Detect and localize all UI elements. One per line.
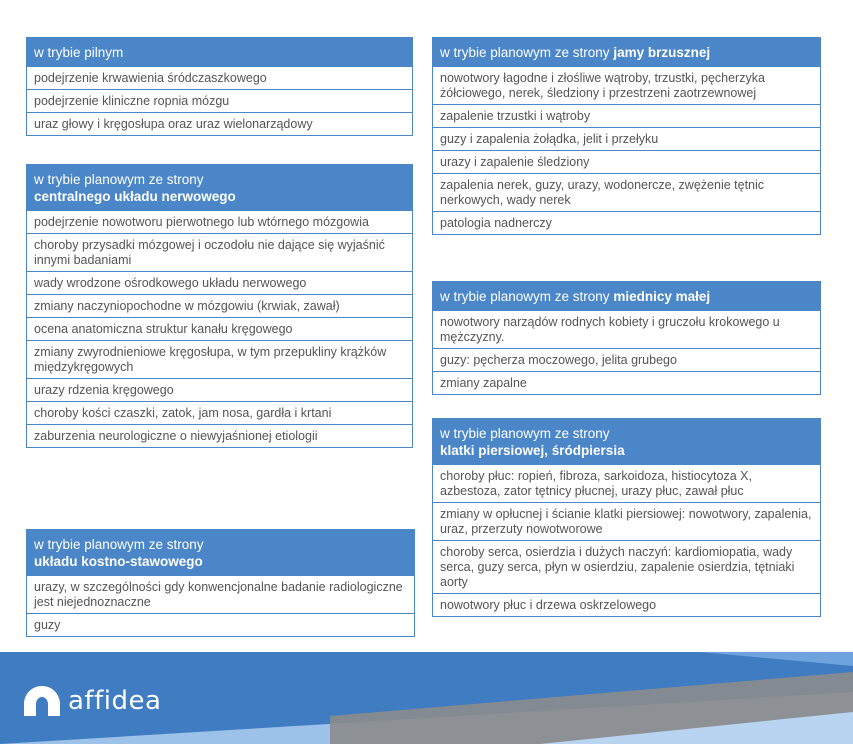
- list-item: choroby kości czaszki, zatok, jam nosa, gardła i krtani: [27, 401, 412, 424]
- list-item: urazy, w szczególności gdy konwencjonalne badanie radiologiczne jest niejednoznaczne: [34, 580, 403, 609]
- card-title: w trybie planowym ze strony: [34, 172, 204, 187]
- list-item: podejrzenie nowotworu pierwotnego lub wtórnego mózgowia: [34, 215, 369, 229]
- card-title: w trybie planowym ze strony: [440, 45, 614, 60]
- card-abdomen: [432, 37, 821, 235]
- card-header: [27, 38, 412, 67]
- card-rows: [433, 67, 820, 234]
- card-header: [433, 38, 820, 67]
- list-item: patologia nadnerczy: [433, 211, 820, 234]
- list-item: choroby przysadki mózgowej i oczodołu nie dające się wyjaśnić innymi badaniami: [27, 233, 412, 271]
- card-title: w trybie planowym ze strony: [440, 289, 614, 304]
- card-header: [433, 419, 820, 465]
- list-item: zmiany zapalne: [433, 371, 820, 394]
- card-bones: [26, 529, 415, 637]
- list-item: guzy: [27, 613, 414, 636]
- list-item: guzy: pęcherza moczowego, jelita grubego: [433, 348, 820, 371]
- card-header: [27, 165, 412, 211]
- card-chest: [432, 418, 821, 617]
- list-item: zmiany w opłucnej i ścianie klatki piersiowej: nowotwory, zapalenia, uraz, przerzuty nowotworowe: [433, 502, 820, 540]
- list-item: guzy i zapalenia żołądka, jelit i przełyku: [433, 127, 820, 150]
- affidea-logo-icon: [22, 684, 62, 718]
- card-title: w trybie planowym ze strony: [440, 426, 610, 441]
- list-item: podejrzenie krwawienia śródczaszkowego: [34, 71, 267, 85]
- card-title-bold: układu kostno-stawowego: [34, 554, 203, 569]
- card-title-bold: klatki piersiowej, śródpiersia: [440, 443, 625, 458]
- card-rows: [27, 211, 412, 447]
- list-item: zapalenie trzustki i wątroby: [433, 104, 820, 127]
- list-item: ocena anatomiczna struktur kanału kręgowego: [27, 317, 412, 340]
- list-item: nowotwory łagodne i złośliwe wątroby, trzustki, pęcherzyka żółciowego, nerek, śledziony i przestrzeni zaotrzewnowej: [440, 71, 765, 100]
- card-title-bold: centralnego układu nerwowego: [34, 189, 236, 204]
- list-item: wady wrodzone ośrodkowego układu nerwowego: [27, 271, 412, 294]
- list-item: zapalenia nerek, guzy, urazy, wodonercze, zwężenie tętnic nerkowych, wady nerek: [433, 173, 820, 211]
- list-item: urazy i zapalenie śledziony: [433, 150, 820, 173]
- list-item: zmiany zwyrodnieniowe kręgosłupa, w tym przepukliny krążków międzykręgowych: [27, 340, 412, 378]
- list-item: choroby płuc: ropień, fibroza, sarkoidoza, histiocytoza X, azbestoza, zator tętnicy płucnej, urazy płuc, zawał płuc: [440, 469, 752, 498]
- card-rows: [433, 311, 820, 394]
- list-item: uraz głowy i kręgosłupa oraz uraz wielonarządowy: [27, 112, 412, 135]
- card-pelvis: [432, 281, 821, 395]
- card-title-bold: miednicy małej: [613, 289, 711, 304]
- card-title: w trybie planowym ze strony: [34, 537, 204, 552]
- card-header: [27, 530, 414, 576]
- card-header: [433, 282, 820, 311]
- list-item: nowotwory płuc i drzewa oskrzelowego: [433, 593, 820, 616]
- card-rows: [27, 576, 414, 636]
- list-item: nowotwory narządów rodnych kobiety i gruczołu krokowego u mężczyzny.: [440, 315, 780, 344]
- brand-logo: [22, 684, 161, 718]
- list-item: podejrzenie kliniczne ropnia mózgu: [27, 89, 412, 112]
- list-item: zaburzenia neurologiczne o niewyjaśnionej etiologii: [27, 424, 412, 447]
- card-cns: [26, 164, 413, 448]
- card-title-bold: jamy brzusznej: [613, 45, 711, 60]
- brand-name: affidea: [68, 686, 162, 716]
- list-item: zmiany naczyniopochodne w mózgowiu (krwiak, zawał): [27, 294, 412, 317]
- card-title: w trybie pilnym: [34, 45, 124, 60]
- card-urgent: [26, 37, 413, 136]
- card-rows: [433, 465, 820, 616]
- list-item: urazy rdzenia kręgowego: [27, 378, 412, 401]
- card-rows: [27, 67, 412, 135]
- list-item: choroby serca, osierdzia i dużych naczyń: kardiomiopatia, wady serca, guzy serca, płyn w osierdziu, zapalenie osierdzia, tętniaki aorty: [433, 540, 820, 593]
